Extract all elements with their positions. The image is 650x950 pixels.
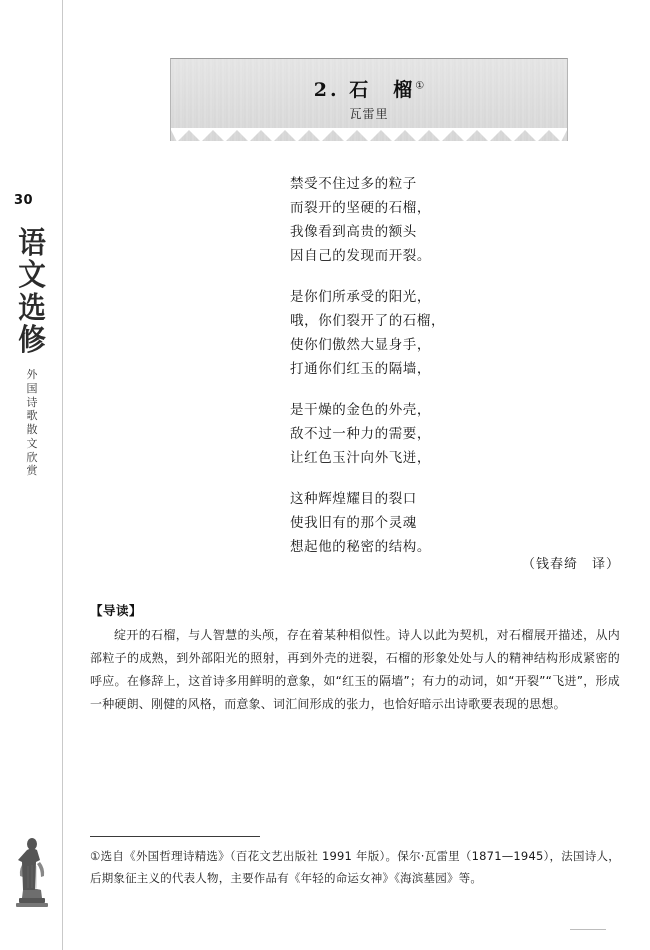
book-subtitle-char: 诗 [26, 395, 38, 409]
book-subtitle-char: 国 [26, 381, 38, 395]
poem-line: 哦，你们裂开了的石榴， [290, 313, 446, 329]
book-title-char: 选 [18, 290, 46, 326]
poem-body [290, 172, 620, 576]
book-series-title-vertical [8, 228, 56, 358]
left-margin-rail [0, 0, 62, 950]
poem-line: 打通你们红玉的隔墙， [290, 361, 431, 377]
book-subtitle-char: 散 [26, 423, 38, 436]
poem-stanza [290, 487, 620, 559]
footnote-text [90, 845, 620, 889]
book-subtitle-char: 文 [26, 436, 38, 450]
translator-credit: （钱春绮 译） [521, 557, 620, 572]
poem-line: 这种辉煌耀目的裂口 [290, 491, 417, 507]
page-title-text: 2. 石 榴 [313, 79, 416, 101]
book-subtitle-char: 歌 [26, 409, 38, 423]
poem-line: 敌不过一种力的需要， [290, 426, 431, 442]
poem-stanza [290, 172, 620, 268]
page-content [62, 0, 650, 950]
book-subtitle-vertical [22, 368, 42, 478]
book-title-char: 语 [18, 226, 46, 261]
poem-stanza [290, 285, 620, 381]
poem-line: 而裂开的坚硬的石榴， [290, 200, 431, 216]
title-banner [170, 58, 568, 141]
page-title [171, 75, 567, 102]
poem-line: 禁受不住过多的粒子 [290, 176, 417, 192]
guide-heading: 【导读】 [90, 603, 143, 618]
poem-line: 我像看到高贵的额头 [290, 224, 417, 240]
poem-line: 让红色玉汁向外飞迸， [290, 450, 431, 466]
title-footnote-marker: ① [415, 80, 425, 92]
poem-stanza [290, 398, 620, 470]
footnote-marker: ① [90, 849, 101, 863]
book-subtitle-char: 外 [26, 368, 38, 381]
poem-line: 使我旧有的那个灵魂 [290, 515, 417, 531]
zigzag-edge-icon [171, 128, 567, 141]
poem-author: 瓦雷里 [349, 107, 389, 121]
book-title-char: 修 [18, 323, 46, 359]
poem-line: 想起他的秘密的结构。 [290, 539, 431, 555]
poem-line: 因自己的发现而开裂。 [290, 248, 431, 264]
page-number: 30 [14, 193, 34, 208]
poem-line: 是你们所承受的阳光， [290, 289, 431, 305]
footnote-body: 选自《外国哲理诗精选》（百花文艺出版社 1991 年版）。保尔·瓦雷里（1871—1945），法国诗人，后期象征主义的代表人物，主要作品有《年轻的命运女神》《海滨墓园》等。 [90, 849, 620, 885]
footnote-rule [90, 836, 260, 837]
statue-illustration-icon [10, 832, 54, 928]
bottom-rule-mark [570, 929, 606, 930]
book-subtitle-char: 欣 [26, 450, 38, 464]
book-subtitle-char: 赏 [26, 464, 38, 478]
poem-line: 是干燥的金色的外壳， [290, 402, 431, 418]
book-title-char: 文 [18, 258, 46, 294]
guide-text: 绽开的石榴，与人智慧的头颅，存在着某种相似性。诗人以此为契机，对石榴展开描述，从内部粒子的成熟，到外部阳光的照射，再到外壳的迸裂，石榴的形象处处与人的精神结构形成紧密的呼应。在修辞上，这首诗多用鲜明的意象，如“红玉的隔墙”；有力的动词，如“开裂”“飞迸”，形成一种硬朗、刚健的风格，而意象、词汇间形成的张力，也恰好暗示出诗歌要表现的思想。 [90, 628, 620, 711]
poem-line: 使你们傲然大显身手， [290, 337, 431, 353]
